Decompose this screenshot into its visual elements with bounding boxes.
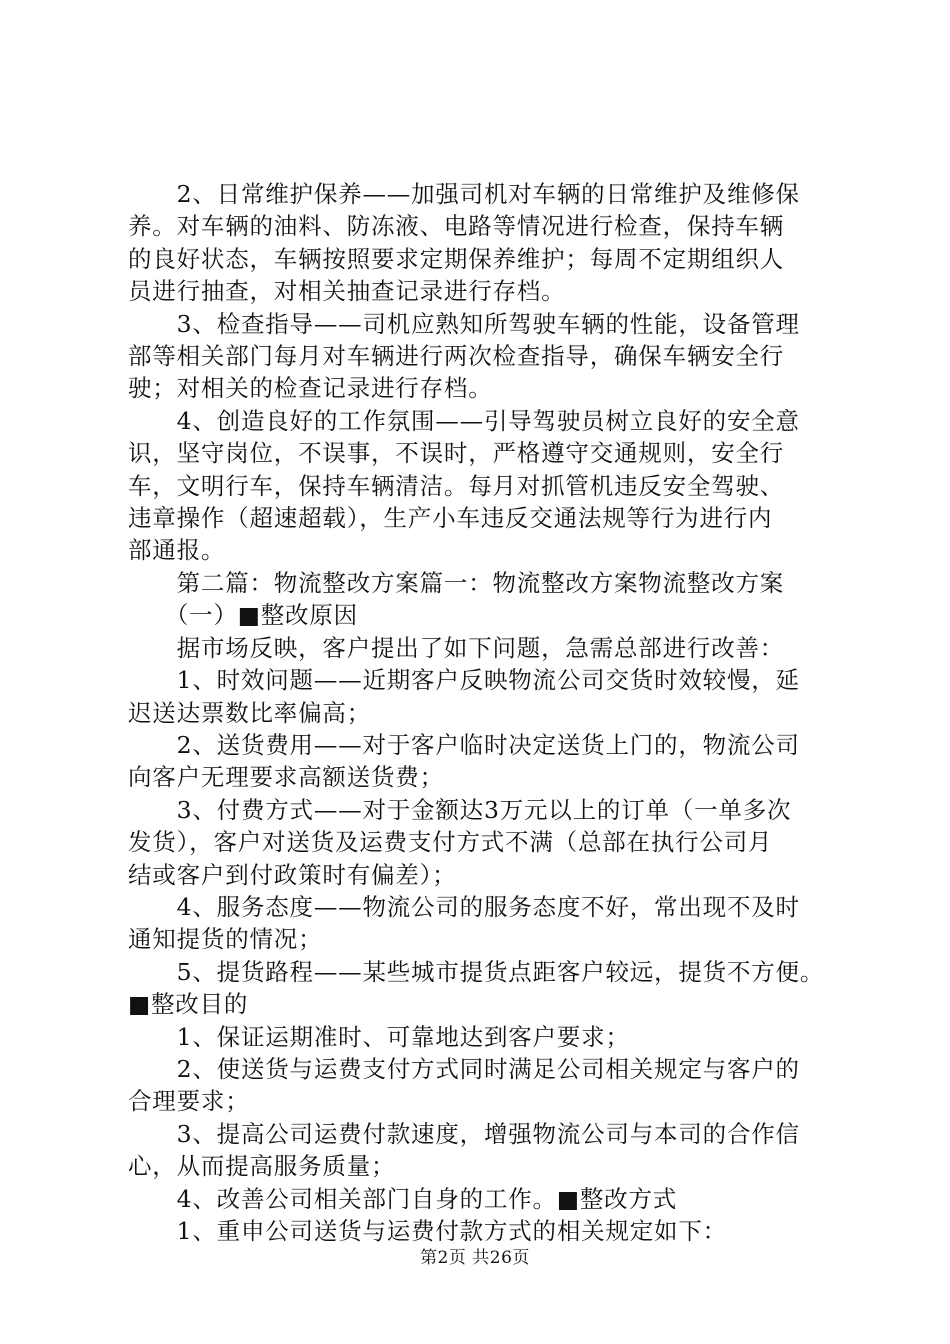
text-line: 发货），客户对送货及运费支付方式不满（总部在执行公司月 — [128, 828, 773, 857]
text-line: 的良好状态，车辆按照要求定期保养维护；每周不定期组织人 — [128, 244, 785, 273]
text-line: 迟送达票数比率偏高； — [128, 698, 371, 727]
text-line: 结或客户到付政策时有偏差）； — [128, 860, 457, 889]
document-body — [128, 178, 848, 1247]
page-number-footer: 第2页 共26页 — [420, 1248, 530, 1268]
text-line: 车，文明行车，保持车辆清洁。每月对抓管机违反安全驾驶、 — [128, 471, 785, 500]
text-line: 通知提货的情况； — [128, 925, 323, 954]
text-line: 员进行抽查，对相关抽查记录进行存档。 — [128, 277, 566, 306]
text-line: 4、创造良好的工作氛围——引导驾驶员树立良好的安全意 — [128, 406, 800, 435]
text-line: 1、重申公司送货与运费付款方式的相关规定如下： — [128, 1217, 727, 1245]
text-line: 据市场反映，客户提出了如下问题，急需总部进行改善： — [128, 633, 785, 662]
text-line: 向客户无理要求高额送货费； — [128, 763, 444, 792]
text-line: 2、送货费用——对于客户临时决定送货上门的，物流公司 — [128, 730, 800, 759]
text-line: 4、改善公司相关部门自身的工作。■整改方式 — [128, 1184, 678, 1213]
text-line: 2、使送货与运费支付方式同时满足公司相关规定与客户的 — [128, 1054, 800, 1083]
text-line: 5、提货路程——某些城市提货点距客户较远，提货不方便。 — [128, 957, 825, 986]
text-line: 心，从而提高服务质量； — [128, 1152, 396, 1181]
text-line: 3、提高公司运费付款速度，增强物流公司与本司的合作信 — [128, 1119, 800, 1148]
text-line: 违章操作（超速超载），生产小车违反交通法规等行为进行内 — [128, 504, 773, 533]
text-line: 识，坚守岗位，不误事，不误时，严格遵守交通规则，安全行 — [128, 439, 785, 468]
text-line: 2、日常维护保养——加强司机对车辆的日常维护及维修保 — [128, 180, 800, 208]
text-line: 部通报。 — [128, 536, 226, 565]
text-line: 3、检查指导——司机应熟知所驾驶车辆的性能，设备管理 — [128, 309, 800, 338]
text-line: 1、时效问题——近期客户反映物流公司交货时效较慢，延 — [128, 666, 800, 695]
text-line: 合理要求； — [128, 1087, 250, 1116]
text-line: 4、服务态度——物流公司的服务态度不好，常出现不及时 — [128, 892, 800, 921]
text-line: 1、保证运期准时、可靠地达到客户要求； — [128, 1022, 630, 1051]
text-line: 3、付费方式——对于金额达3万元以上的订单（一单多次 — [128, 795, 792, 824]
text-line: 部等相关部门每月对车辆进行两次检查指导，确保车辆安全行 — [128, 342, 785, 371]
section-heading: 第二篇：物流整改方案篇一：物流整改方案物流整改方案 — [128, 568, 785, 597]
text-line: 驶；对相关的检查记录进行存档。 — [128, 374, 493, 403]
text-line: （一）■整改原因 — [128, 601, 358, 630]
text-line: 养。对车辆的油料、防冻液、电路等情况进行检查，保持车辆 — [128, 212, 785, 241]
text-line: ■整改目的 — [128, 990, 249, 1019]
